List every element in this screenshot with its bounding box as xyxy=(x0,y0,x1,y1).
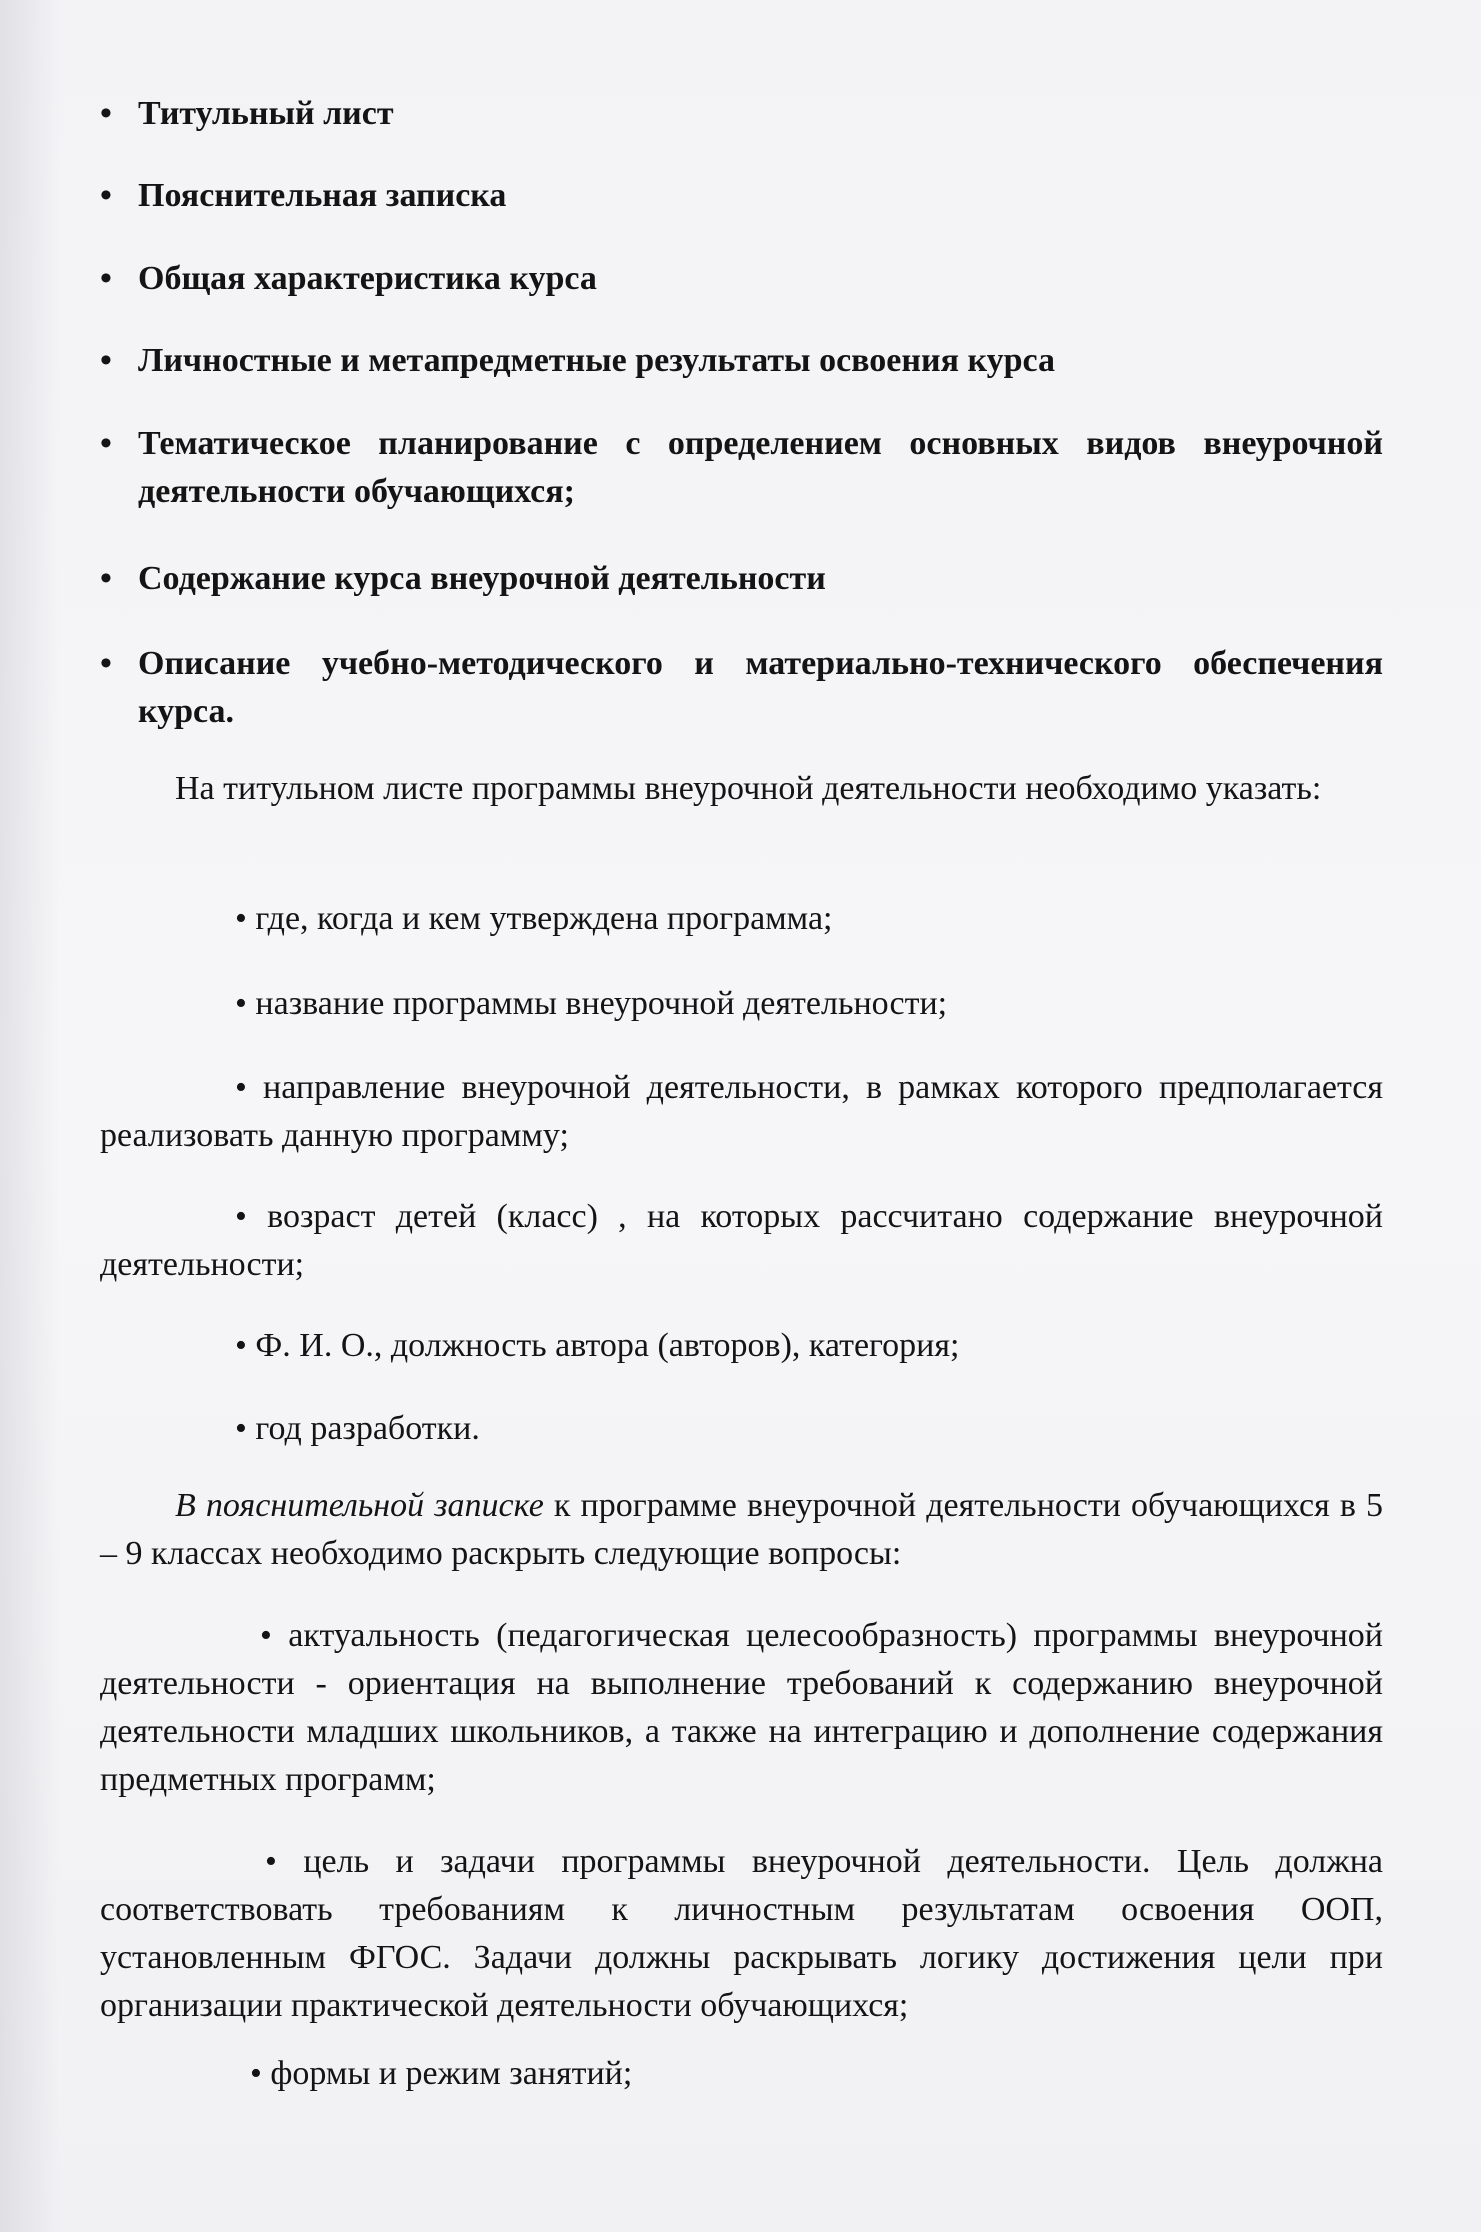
title-item: • название программы внеурочной деятельности; xyxy=(235,985,948,1022)
explanatory-note-intro: В пояснительной записке к программе внеурочной деятельности обучающихся в 5 – 9 классах необходимо раскрыть следующие вопросы: xyxy=(100,1487,1383,1572)
bullet-icon: • xyxy=(265,1843,277,1880)
toc-item-equipment: • Описание учебно-методического и материально-технического обеспечения курса. xyxy=(138,640,1383,736)
bullet-icon: • xyxy=(100,645,112,682)
title-item: • возраст детей (класс) , на которых рассчитано содержание внеурочной деятельности; xyxy=(100,1198,1383,1283)
bullet-icon: • xyxy=(100,342,112,379)
bullet-icon: • xyxy=(235,1327,247,1364)
bullet-icon: • xyxy=(260,1617,272,1654)
title-item: • год разработки. xyxy=(235,1410,480,1447)
title-item: • где, когда и кем утверждена программа; xyxy=(235,900,833,937)
toc-item-explanatory-note: • Пояснительная записка xyxy=(138,172,1383,220)
bullet-icon: • xyxy=(100,260,112,297)
note-item: • актуальность (педагогическая целесообразность) программы внеурочной деятельности - ориентация на выполнение требований к содержанию внеурочной деятельности младших школьников, а также на интеграцию и дополнение содержания предметных программ; xyxy=(100,1617,1384,1798)
bullet-icon: • xyxy=(235,1069,247,1106)
bullet-icon: • xyxy=(100,95,112,132)
bullet-icon: • xyxy=(235,900,247,937)
toc-item-course-overview: • Общая характеристика курса xyxy=(138,255,1383,303)
bullet-icon: • xyxy=(100,560,112,597)
bullet-icon: • xyxy=(250,2055,262,2092)
toc-item-title-page: • Титульный лист xyxy=(138,90,1383,138)
bullet-icon: • xyxy=(100,425,112,462)
page-shadow xyxy=(0,0,60,2232)
title-item: • направление внеурочной деятельности, в рамках которого предполагается реализовать данную программу; xyxy=(100,1069,1384,1154)
note-item: • цель и задачи программы внеурочной деятельности. Цель должна соответствовать требованиям к личностным результатам освоения ООП, установленным ФГОС. Задачи должны раскрывать логику достижения цели при организации практической деятельности обучающихся; xyxy=(100,1843,1383,2024)
toc-item-course-content: • Содержание курса внеурочной деятельности xyxy=(138,555,1383,603)
title-page-intro: На титульном листе программы внеурочной деятельности необходимо указать: xyxy=(175,770,1322,807)
bullet-icon: • xyxy=(235,985,247,1022)
toc-item-thematic-planning: • Тематическое планирование с определением основных видов внеурочной деятельности обучающихся; xyxy=(138,420,1383,516)
bullet-icon: • xyxy=(235,1198,247,1235)
bullet-icon: • xyxy=(235,1410,247,1447)
toc-item-results: • Личностные и метапредметные результаты освоения курса xyxy=(138,337,1383,385)
note-item: • формы и режим занятий; xyxy=(250,2055,633,2092)
bullet-icon: • xyxy=(100,177,112,214)
title-item: • Ф. И. О., должность автора (авторов), категория; xyxy=(235,1327,960,1364)
